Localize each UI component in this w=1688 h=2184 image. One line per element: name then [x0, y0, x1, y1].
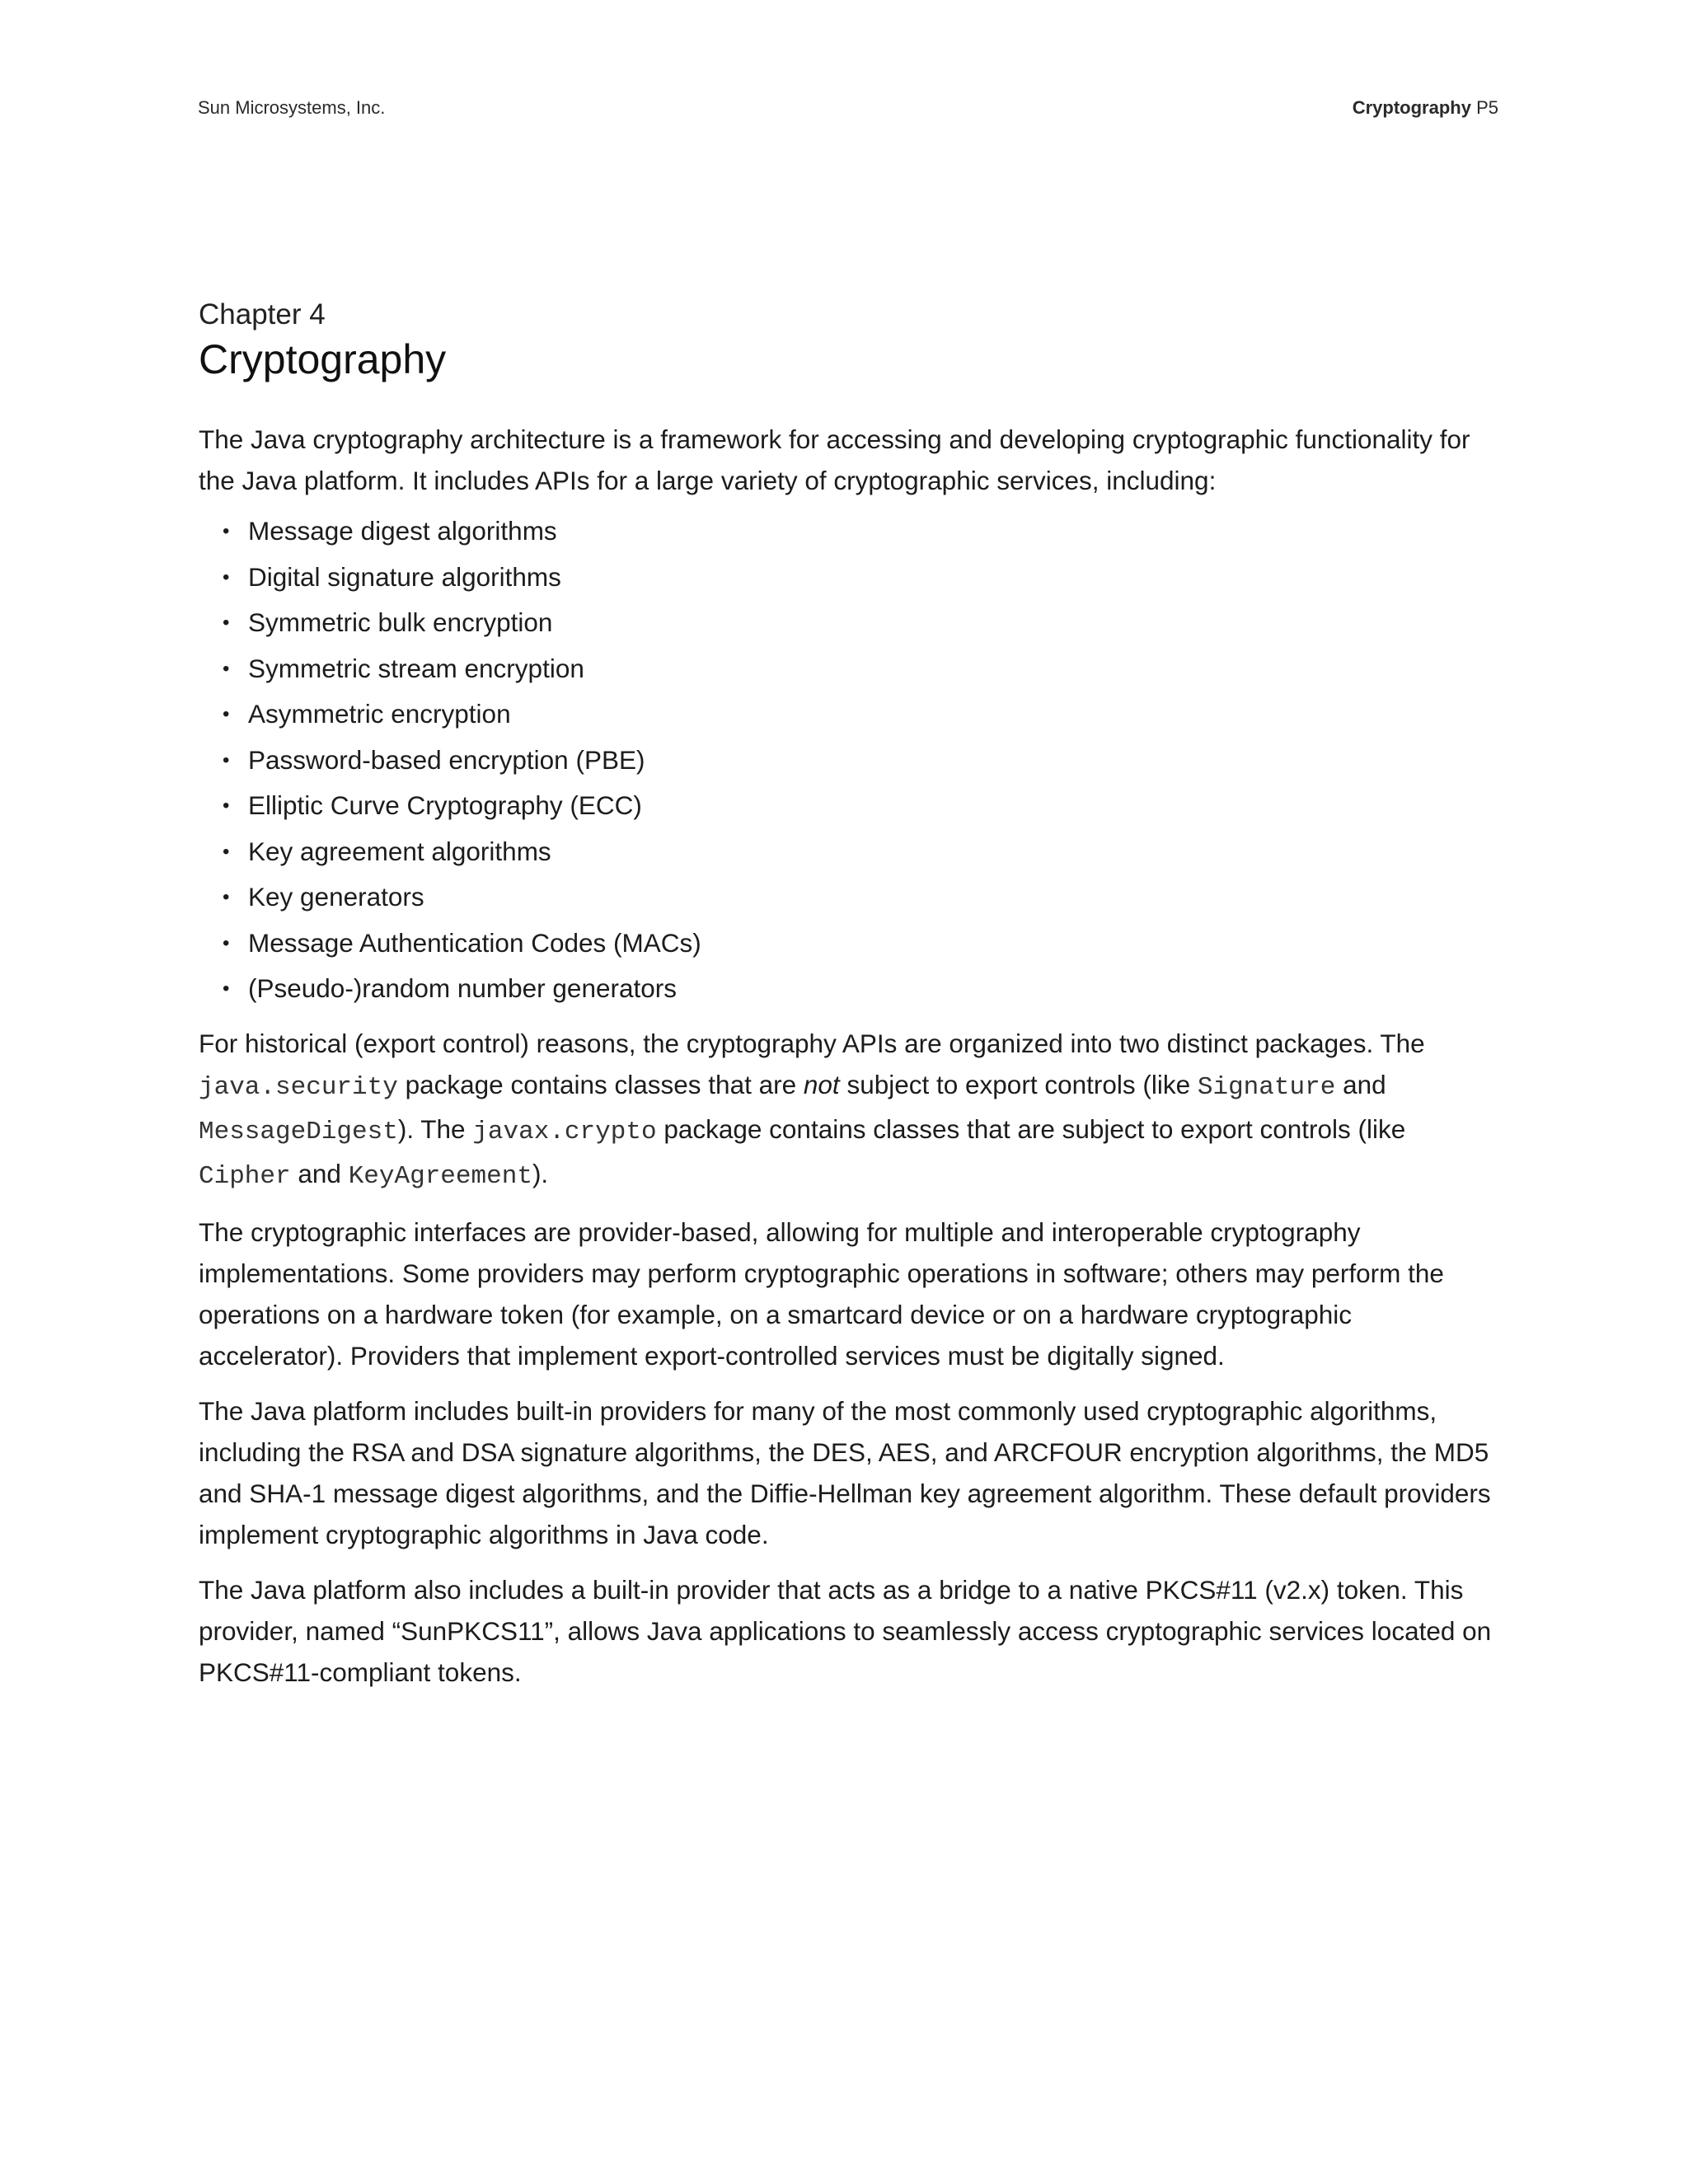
- list-item: [199, 600, 1501, 646]
- list-item-label: Asymmetric encryption: [248, 699, 511, 729]
- bullet-icon: •: [223, 565, 230, 588]
- pkcs11-paragraph: The Java platform also includes a built-in provider that acts as a bridge to a native PKCS#11 (v2.x) token. This provider, named “SunPKCS11”, allows Java applications to seamlessly access cryptographic services located on PKCS#11-compliant tokens.: [199, 1574, 1492, 1687]
- text-run: and: [290, 1158, 349, 1188]
- providers-paragraph: The cryptographic interfaces are provider-based, allowing for multiple and interoperable cryptography implementations. Some providers may perform cryptographic operations in software; others may perform the operations on a hardware token (for example, on a smartcard device or on a hardware cryptographic accelerator). Providers that implement export-controlled services must be digitally signed.: [199, 1216, 1444, 1371]
- running-head: [1353, 97, 1498, 119]
- code-cipher: Cipher: [199, 1161, 291, 1191]
- bullet-icon: •: [223, 886, 230, 908]
- list-item-label: Password-based encryption (PBE): [248, 744, 645, 775]
- text-run: and: [1335, 1069, 1386, 1099]
- text-run: ). The: [397, 1113, 473, 1144]
- list-item-label: Symmetric bulk encryption: [248, 607, 553, 637]
- chapter-title: Cryptography: [199, 336, 447, 382]
- intro-paragraph: The Java cryptography architecture is a framework for accessing and developing cryptographic functionality for the Java platform. It includes APIs for a large variety of cryptographic services, including:: [199, 424, 1470, 495]
- running-head-title: Cryptography: [1352, 97, 1471, 118]
- text-run: ).: [532, 1158, 549, 1188]
- list-item: [199, 829, 1501, 875]
- text-run: package contains classes that are subject to export controls (like: [656, 1113, 1406, 1144]
- list-item-label: (Pseudo-)random number generators: [248, 973, 678, 1003]
- text-run: subject to export controls (like: [839, 1069, 1198, 1099]
- list-item: [199, 646, 1501, 692]
- emphasis-not: not: [803, 1069, 840, 1099]
- text-run: For historical (export control) reasons, the cryptography APIs are organized into two distinct packages. The: [199, 1028, 1425, 1058]
- list-item-label: Key generators: [248, 882, 424, 912]
- services-list: [199, 509, 1501, 1012]
- publisher-name: Sun Microsystems, Inc.: [198, 97, 386, 118]
- list-item: [199, 555, 1501, 601]
- list-item-label: Message digest algorithms: [248, 516, 557, 546]
- list-item: [199, 921, 1501, 967]
- bullet-icon: •: [223, 794, 230, 817]
- bullet-icon: •: [223, 657, 230, 680]
- code-signature: Signature: [1197, 1072, 1336, 1102]
- list-item-label: Elliptic Curve Cryptography (ECC): [248, 790, 642, 820]
- bullet-icon: •: [223, 748, 230, 771]
- bullet-icon: •: [223, 931, 230, 954]
- code-messagedigest: MessageDigest: [199, 1117, 398, 1146]
- packages-paragraph: [199, 1023, 1501, 1197]
- bullet-icon: •: [223, 520, 230, 542]
- bullet-icon: •: [223, 703, 230, 725]
- code-java-security: java.security: [199, 1072, 398, 1102]
- document-body: [199, 297, 1501, 1707]
- page-header: [198, 97, 1498, 125]
- list-item: [199, 509, 1501, 555]
- list-item-label: Key agreement algorithms: [248, 836, 551, 866]
- list-item: [199, 966, 1501, 1012]
- bullet-icon: •: [223, 977, 230, 1000]
- code-keyagreement: KeyAgreement: [348, 1161, 532, 1191]
- list-item: [199, 783, 1501, 829]
- list-item-label: Message Authentication Codes (MACs): [248, 927, 701, 958]
- page-number: P5: [1476, 97, 1498, 118]
- bullet-icon: •: [223, 612, 230, 634]
- list-item: [199, 874, 1501, 921]
- code-javax-crypto: javax.crypto: [472, 1117, 657, 1146]
- chapter-label: Chapter 4: [199, 298, 326, 330]
- list-item: [199, 738, 1501, 784]
- list-item: [199, 691, 1501, 738]
- list-item-label: Symmetric stream encryption: [248, 653, 584, 683]
- builtin-providers-paragraph: The Java platform includes built-in providers for many of the most commonly used cryptographic algorithms, including the RSA and DSA signature algorithms, the DES, AES, and ARCFOUR encryption algorithms, the MD5 and SHA-1 message digest algorithms, and the Diffie-Hellman key agreement algorithm. These default providers implement cryptographic algorithms in Java code.: [199, 1395, 1491, 1549]
- text-run: package contains classes that are: [397, 1069, 804, 1099]
- list-item-label: Digital signature algorithms: [248, 561, 561, 592]
- bullet-icon: •: [223, 840, 230, 863]
